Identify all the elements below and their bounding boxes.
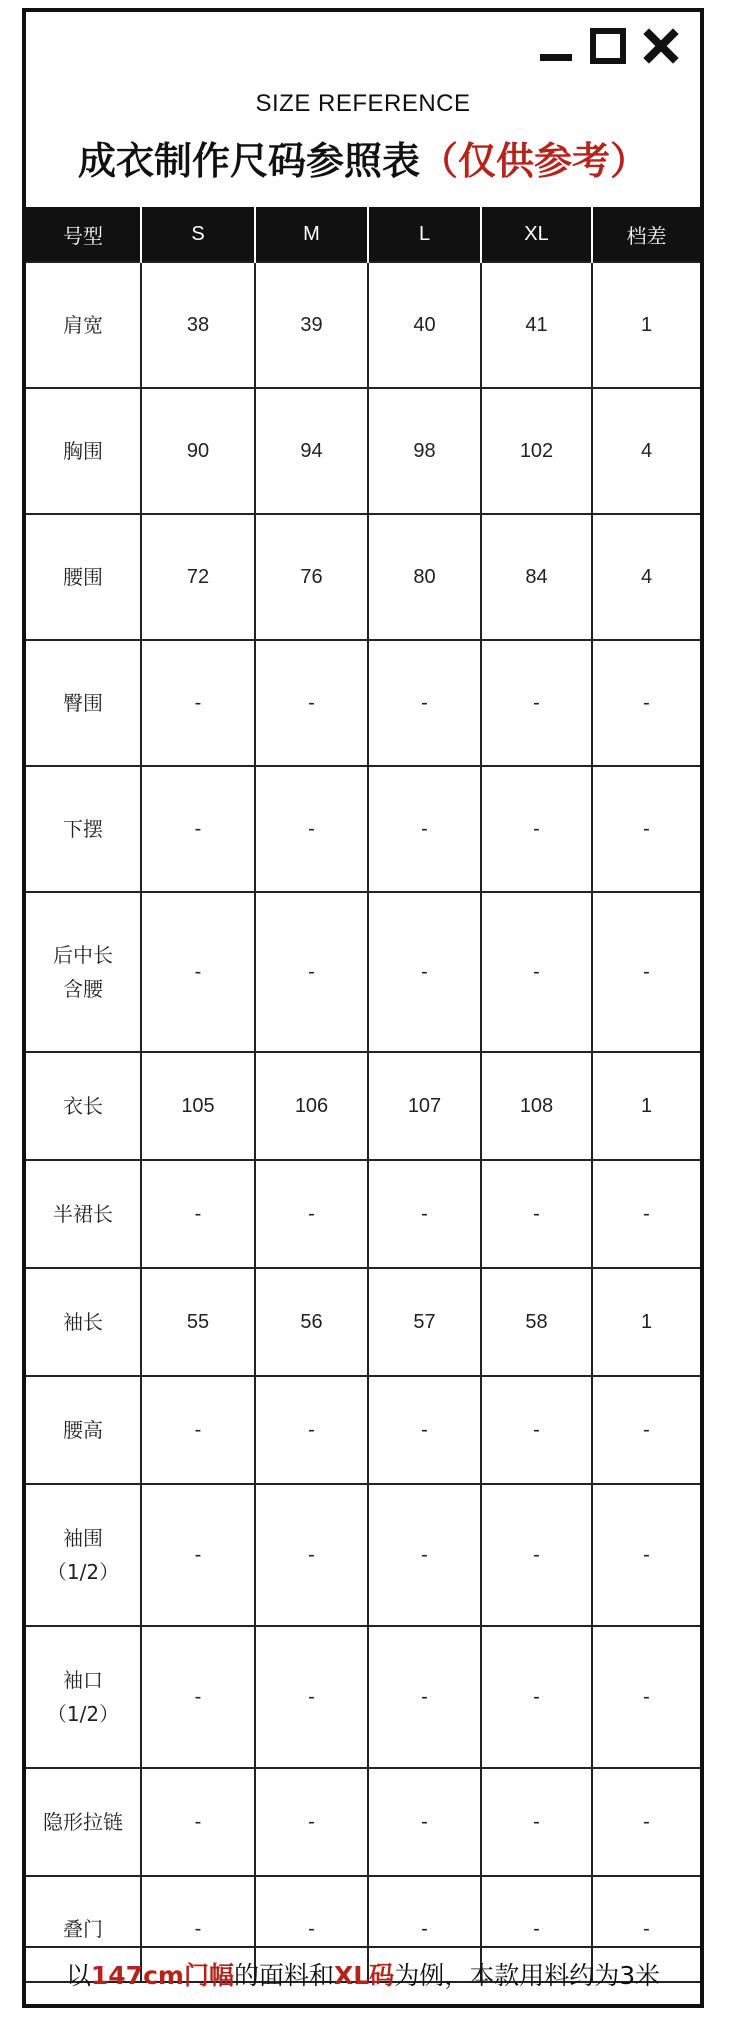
table-cell: 38 (141, 262, 255, 388)
reference-size: XL码 (333, 1961, 395, 1990)
table-cell: - (368, 892, 481, 1052)
table-cell: - (141, 1626, 255, 1768)
table-cell: - (141, 1484, 255, 1626)
table-cell: - (592, 1876, 700, 1982)
page-subtitle: SIZE REFERENCE (255, 90, 471, 117)
table-row (26, 388, 700, 514)
fabric-note-text: 的面料和 (233, 1961, 334, 1990)
row-label: 腰高 (26, 1376, 141, 1484)
column-header: XL (481, 207, 592, 262)
row-label: 叠门 (26, 1876, 141, 1982)
fabric-note-text: 为例，本款用料约为3米 (394, 1961, 661, 1990)
minimize-icon (540, 54, 572, 61)
table-cell: 106 (255, 1052, 368, 1160)
table-row (26, 1160, 700, 1268)
table-cell: - (141, 1160, 255, 1268)
table-cell: - (255, 892, 368, 1052)
table-cell: 55 (141, 1268, 255, 1376)
row-label: 袖长 (26, 1268, 141, 1376)
table-row (26, 640, 700, 766)
table-cell: - (255, 1768, 368, 1876)
table-cell: 72 (141, 514, 255, 640)
close-icon (644, 29, 678, 63)
table-cell: - (368, 1376, 481, 1484)
fabric-note-text: 以 (65, 1961, 91, 1990)
table-cell: - (255, 1876, 368, 1982)
table-cell: 76 (255, 514, 368, 640)
table-cell: - (368, 640, 481, 766)
row-label: 后中长 含腰 (26, 892, 141, 1052)
table-row (26, 766, 700, 892)
table-cell: 107 (368, 1052, 481, 1160)
window-controls (540, 26, 678, 66)
table-cell: - (481, 1626, 592, 1768)
table-cell: 4 (592, 388, 700, 514)
title-main: 成衣制作尺码参照表 (77, 139, 420, 183)
table-cell: - (255, 640, 368, 766)
table-row (26, 1484, 700, 1626)
table-cell: - (255, 1376, 368, 1484)
table-row (26, 1376, 700, 1484)
table-cell: - (368, 766, 481, 892)
table-cell: 1 (592, 1052, 700, 1160)
size-table (26, 207, 700, 1983)
table-cell: - (481, 1376, 592, 1484)
table-row (26, 514, 700, 640)
table-cell: 84 (481, 514, 592, 640)
table-cell: 108 (481, 1052, 592, 1160)
table-cell: - (255, 1484, 368, 1626)
table-cell: - (141, 1376, 255, 1484)
row-label: 衣长 (26, 1052, 141, 1160)
page-title (26, 130, 700, 185)
table-cell: - (592, 1160, 700, 1268)
table-cell: - (141, 892, 255, 1052)
table-row (26, 1768, 700, 1876)
table-cell: - (481, 1768, 592, 1876)
fabric-width: 147cm门幅 (90, 1961, 234, 1990)
table-cell: - (481, 892, 592, 1052)
table-cell: - (368, 1484, 481, 1626)
table-cell: - (141, 1876, 255, 1982)
table-cell: - (141, 640, 255, 766)
table-cell: 41 (481, 262, 592, 388)
table-cell: - (592, 640, 700, 766)
row-label: 臀围 (26, 640, 141, 766)
table-cell: - (481, 640, 592, 766)
table-cell: 105 (141, 1052, 255, 1160)
fabric-note (26, 1946, 700, 2004)
row-label: 胸围 (26, 388, 141, 514)
table-cell: - (368, 1626, 481, 1768)
table-cell: - (255, 1626, 368, 1768)
table-cell: - (592, 892, 700, 1052)
row-label: 腰围 (26, 514, 141, 640)
table-cell: - (368, 1768, 481, 1876)
table-cell: - (481, 766, 592, 892)
column-header: M (255, 207, 368, 262)
table-cell: - (141, 766, 255, 892)
row-label: 隐形拉链 (26, 1768, 141, 1876)
table-cell: - (481, 1484, 592, 1626)
table-cell: - (592, 766, 700, 892)
table-cell: - (368, 1876, 481, 1982)
column-header: L (368, 207, 481, 262)
table-row (26, 892, 700, 1052)
table-header-row (26, 207, 700, 262)
table-cell: 1 (592, 1268, 700, 1376)
table-row (26, 262, 700, 388)
row-label: 肩宽 (26, 262, 141, 388)
table-cell: - (592, 1768, 700, 1876)
column-header: 档差 (592, 207, 700, 262)
table-cell: - (141, 1768, 255, 1876)
table-cell: 39 (255, 262, 368, 388)
table-cell: - (255, 766, 368, 892)
title-note: （仅供参考） (420, 139, 649, 183)
table-cell: - (592, 1484, 700, 1626)
table-cell: 90 (141, 388, 255, 514)
table-cell: 57 (368, 1268, 481, 1376)
table-cell: 56 (255, 1268, 368, 1376)
table-cell: - (368, 1160, 481, 1268)
table-cell: - (255, 1160, 368, 1268)
maximize-icon (590, 28, 626, 64)
table-row (26, 1268, 700, 1376)
row-label: 袖围 （1/2） (26, 1484, 141, 1626)
row-label: 下摆 (26, 766, 141, 892)
table-cell: 40 (368, 262, 481, 388)
table-cell: 1 (592, 262, 700, 388)
column-header: 号型 (26, 207, 141, 262)
row-label: 半裙长 (26, 1160, 141, 1268)
table-cell: 94 (255, 388, 368, 514)
table-cell: 4 (592, 514, 700, 640)
table-cell: 80 (368, 514, 481, 640)
table-cell: - (481, 1876, 592, 1982)
table-row (26, 1052, 700, 1160)
column-header: S (141, 207, 255, 262)
table-cell: - (592, 1626, 700, 1768)
table-cell: 58 (481, 1268, 592, 1376)
table-cell: 98 (368, 388, 481, 514)
table-cell: - (592, 1376, 700, 1484)
size-chart-frame (22, 8, 704, 2008)
row-label: 袖口 （1/2） (26, 1626, 141, 1768)
table-cell: - (481, 1160, 592, 1268)
table-row (26, 1626, 700, 1768)
table-cell: 102 (481, 388, 592, 514)
